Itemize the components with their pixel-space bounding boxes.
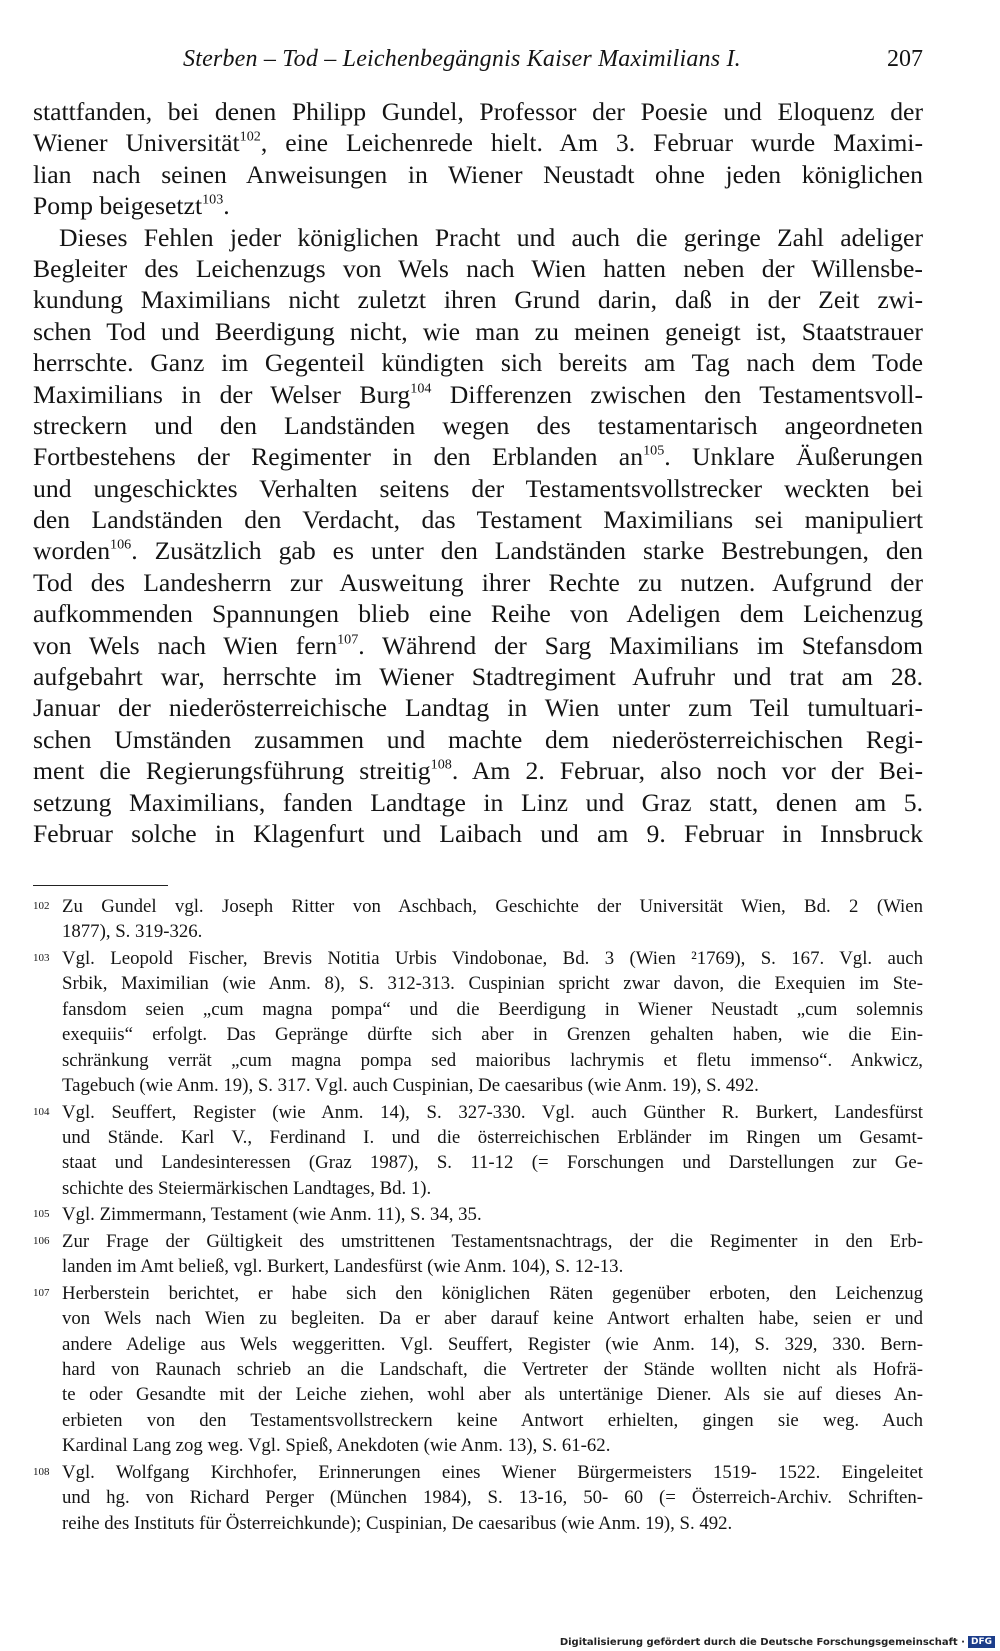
footnote-line: und Stände. Karl V., Ferdinand I. und die österreichischen Erbländer im Ringen um Gesamt-	[62, 1126, 923, 1148]
footnote-number: 103	[33, 951, 50, 964]
text-run: . Während der Sarg Maximilians im Stefansdom	[358, 630, 923, 660]
footnote-line: landen im Amt beließ, vgl. Burkert, Landesfürst (wie Anm. 104), S. 12-13.	[62, 1256, 624, 1278]
text-run: Maximilians in der Welser Burg	[33, 379, 411, 409]
footnote-line: 1877), S. 319-326.	[62, 921, 203, 943]
footnote-number: 108	[33, 1465, 50, 1478]
body-line	[33, 127, 923, 158]
text-run: .	[223, 191, 230, 221]
body-line	[33, 535, 923, 566]
footnote	[33, 946, 923, 1098]
footnote-line: erbieten von den Testamentsvollstreckern keine Antwort erhielten, gingen sie weg. Auch	[62, 1409, 923, 1431]
body-line	[33, 284, 923, 315]
body-line	[33, 96, 923, 127]
footnote-rule	[33, 885, 168, 886]
text-run: Januar der niederösterreichische Landtag in Wien unter zum Teil tumultuari-	[33, 693, 923, 723]
footnote	[33, 1229, 923, 1280]
footnote-line: Vgl. Zimmermann, Testament (wie Anm. 11), S. 34, 35.	[62, 1204, 482, 1226]
body-line	[33, 159, 923, 190]
footnote-line: von Wels nach Wien zu begleiten. Da er aber darauf keine Antwort erhalten habe, seien er und	[62, 1308, 923, 1330]
footnote-ref: 108	[430, 756, 452, 773]
footnote-line: fansdom seien „cum magna pompa“ und die Beerdigung in Wiener Neustadt „cum solemnis	[62, 998, 923, 1020]
body-line	[33, 755, 923, 786]
footnote-number: 104	[33, 1105, 50, 1118]
footnotes	[33, 894, 923, 1537]
footnote-line: Vgl. Leopold Fischer, Brevis Notitia Urbis Vindobonae, Bd. 3 (Wien ²1769), S. 167. Vgl. auch	[62, 947, 923, 969]
footnote-line: schränkung verrät „cum magna pompa sed maioribus lachrymis et fletu immenso“. Ankwicz,	[62, 1049, 923, 1071]
footnote-number: 106	[33, 1234, 50, 1247]
footnote-line: reihe des Instituts für Österreichkunde); Cuspinian, De caesaribus (wie Anm. 19), S. 492.	[62, 1512, 733, 1534]
text-run: schen Umständen zusammen und machte dem niederösterreichischen Regi-	[33, 724, 923, 754]
text-run: Differenzen zwischen den Testamentsvoll-	[431, 379, 923, 409]
running-head: Sterben – Tod – Leichenbegängnis Kaiser Maximilians I.	[183, 46, 741, 72]
text-run: streckern und den Landständen wegen des testamentarisch angeordneten	[33, 410, 923, 440]
text-run: von Wels nach Wien fern	[33, 630, 338, 660]
body-line	[33, 818, 923, 849]
body-line	[33, 724, 923, 755]
text-run: . Zusätzlich gab es unter den Landständen starke Bestrebungen, den	[131, 536, 923, 566]
body-line	[33, 190, 923, 221]
text-run: kundung Maximilians nicht zuletzt ihren Grund darin, daß in der Zeit zwi-	[33, 285, 923, 315]
page-header	[33, 42, 923, 76]
footnote-line: schichte des Steiermärkischen Landtages, Bd. 1).	[62, 1177, 432, 1199]
body-line	[33, 379, 923, 410]
text-run: setzung Maximilians, fanden Landtage in Linz und Graz statt, denen am 5.	[33, 787, 923, 817]
footnote-line: Herberstein berichtet, er habe sich den königlichen Räten gegenüber erboten, den Leichenzug	[62, 1282, 923, 1304]
footnote-line: Vgl. Wolfgang Kirchhofer, Erinnerungen eines Wiener Bürgermeisters 1519- 1522. Eingeleitet	[62, 1461, 923, 1483]
text-run: und ungeschicktes Verhalten seitens der Testamentsvollstrecker weckten bei	[33, 473, 923, 503]
main-text	[33, 96, 923, 849]
text-run: Tod des Landesherrn zur Ausweitung ihrer Rechte zu nutzen. Aufgrund der	[33, 567, 923, 597]
body-line	[33, 347, 923, 378]
body-line	[33, 441, 923, 472]
footnote-line: andere Adelige aus Wels weggeritten. Vgl. Seuffert, Register (wie Anm. 14), S. 329, 330. Bern-	[62, 1333, 923, 1355]
text-run: herrschte. Ganz im Gegenteil kündigten sich bereits am Tag nach dem Tode	[33, 348, 923, 378]
footnote	[33, 1281, 923, 1459]
text-run: worden	[33, 536, 111, 566]
footnote-line: hard von Raunach schrieb an die Landschaft, die Vertreter der Stände wollten nicht als Hofrä-	[62, 1358, 923, 1380]
text-run: aufgebahrt war, herrschte im Wiener Stadtregiment Aufruhr und trat am 28.	[33, 662, 923, 692]
text-run: Begleiter des Leichenzugs von Wels nach Wien hatten neben der Willensbe-	[33, 253, 923, 283]
body-line	[33, 473, 923, 504]
footnote-line: Zu Gundel vgl. Joseph Ritter von Aschbach, Geschichte der Universität Wien, Bd. 2 (Wien	[62, 896, 923, 917]
footnote	[33, 1100, 923, 1202]
footnote	[33, 1460, 923, 1536]
footnote-ref: 106	[110, 536, 132, 553]
text-run: stattfanden, bei denen Philipp Gundel, Professor der Poesie und Eloquenz der	[33, 97, 923, 126]
text-run: Februar solche in Klagenfurt und Laibach und am 9. Februar in Innsbruck	[33, 818, 923, 848]
footnote	[33, 1202, 923, 1227]
footnote-ref: 107	[337, 631, 359, 648]
body-line	[33, 630, 923, 661]
footnote-line: staat und Landesinteressen (Graz 1987), S. 11-12 (= Forschungen und Darstellungen zur Ge-	[62, 1152, 923, 1174]
text-run: . Am 2. Februar, also noch vor der Bei-	[451, 756, 924, 786]
footnote-ref: 104	[410, 379, 432, 396]
footnote-line: exequiis“ erfolgt. Das Gepränge dürfte sich aber in Grenzen gehalten haben, wie die Ein-	[62, 1024, 923, 1046]
body-line	[33, 253, 923, 284]
body-line	[33, 692, 923, 723]
footnote-ref: 103	[202, 191, 224, 208]
body-line	[33, 504, 923, 535]
footnote-number: 102	[33, 900, 50, 912]
footnote-number: 107	[33, 1286, 50, 1299]
text-run: lian nach seinen Anweisungen in Wiener Neustadt ohne jeden königlichen	[33, 159, 923, 189]
body-line	[33, 787, 923, 818]
dfg-logo: DFG	[968, 1636, 995, 1648]
footnote	[33, 894, 923, 945]
body-line	[33, 598, 923, 629]
footnote-line: Tagebuch (wie Anm. 19), S. 317. Vgl. auch Cuspinian, De caesaribus (wie Anm. 19), S. 492.	[62, 1074, 759, 1096]
text-run: ment die Regierungsführung streitig	[33, 756, 431, 786]
text-run: Fortbestehens der Regimenter in den Erblanden an	[33, 442, 644, 472]
text-run: Pomp beigesetzt	[33, 191, 203, 221]
footnote-line: Srbik, Maximilian (wie Anm. 8), S. 312-313. Cuspinian spricht zwar davon, die Exequien im Ste-	[62, 973, 923, 995]
body-line	[33, 661, 923, 692]
digitization-credit	[560, 1636, 995, 1648]
body-line	[33, 410, 923, 441]
page-number: 207	[887, 46, 923, 72]
footnote-ref: 105	[643, 442, 665, 459]
body-line	[33, 316, 923, 347]
footnote-line: und hg. von Richard Perger (München 1984), S. 13-16, 50- 60 (= Österreich-Archiv. Schriften-	[62, 1487, 923, 1509]
text-run: Dieses Fehlen jeder königlichen Pracht und auch die geringe Zahl adeliger	[59, 222, 923, 252]
credit-text: Digitalisierung gefördert durch die Deutsche Forschungsgemeinschaft ·	[559, 1636, 965, 1648]
footnote-line: te oder Gesandte mit der Leiche ziehen, wohl aber als untertänige Diener. Als sie auf dieses An-	[62, 1384, 923, 1406]
body-line	[33, 567, 923, 598]
text-run: . Unklare Äußerungen	[664, 442, 923, 472]
text-run: aufkommenden Spannungen blieb eine Reihe von Adeligen dem Leichenzug	[33, 599, 923, 629]
footnote-number: 105	[33, 1208, 50, 1221]
text-run: schen Tod und Beerdigung nicht, wie man zu meinen geneigt ist, Staatstrauer	[33, 316, 923, 346]
text-run: , eine Leichenrede hielt. Am 3. Februar wurde Maximi-	[260, 128, 923, 158]
footnote-line: Kardinal Lang zog weg. Vgl. Spieß, Anekdoten (wie Anm. 13), S. 61-62.	[62, 1435, 611, 1457]
text-run: Wiener Universität	[33, 128, 240, 158]
body-line	[33, 222, 923, 253]
footnote-line: Vgl. Seuffert, Register (wie Anm. 14), S. 327-330. Vgl. auch Günther R. Burkert, Landesfürst	[62, 1101, 923, 1123]
footnote-ref: 102	[239, 128, 261, 145]
text-run: den Landständen den Verdacht, das Testament Maximilians sei manipuliert	[33, 505, 923, 535]
footnote-line: Zur Frage der Gültigkeit des umstrittenen Testamentsnachtrags, der die Regimenter in den Erb-	[62, 1230, 923, 1252]
